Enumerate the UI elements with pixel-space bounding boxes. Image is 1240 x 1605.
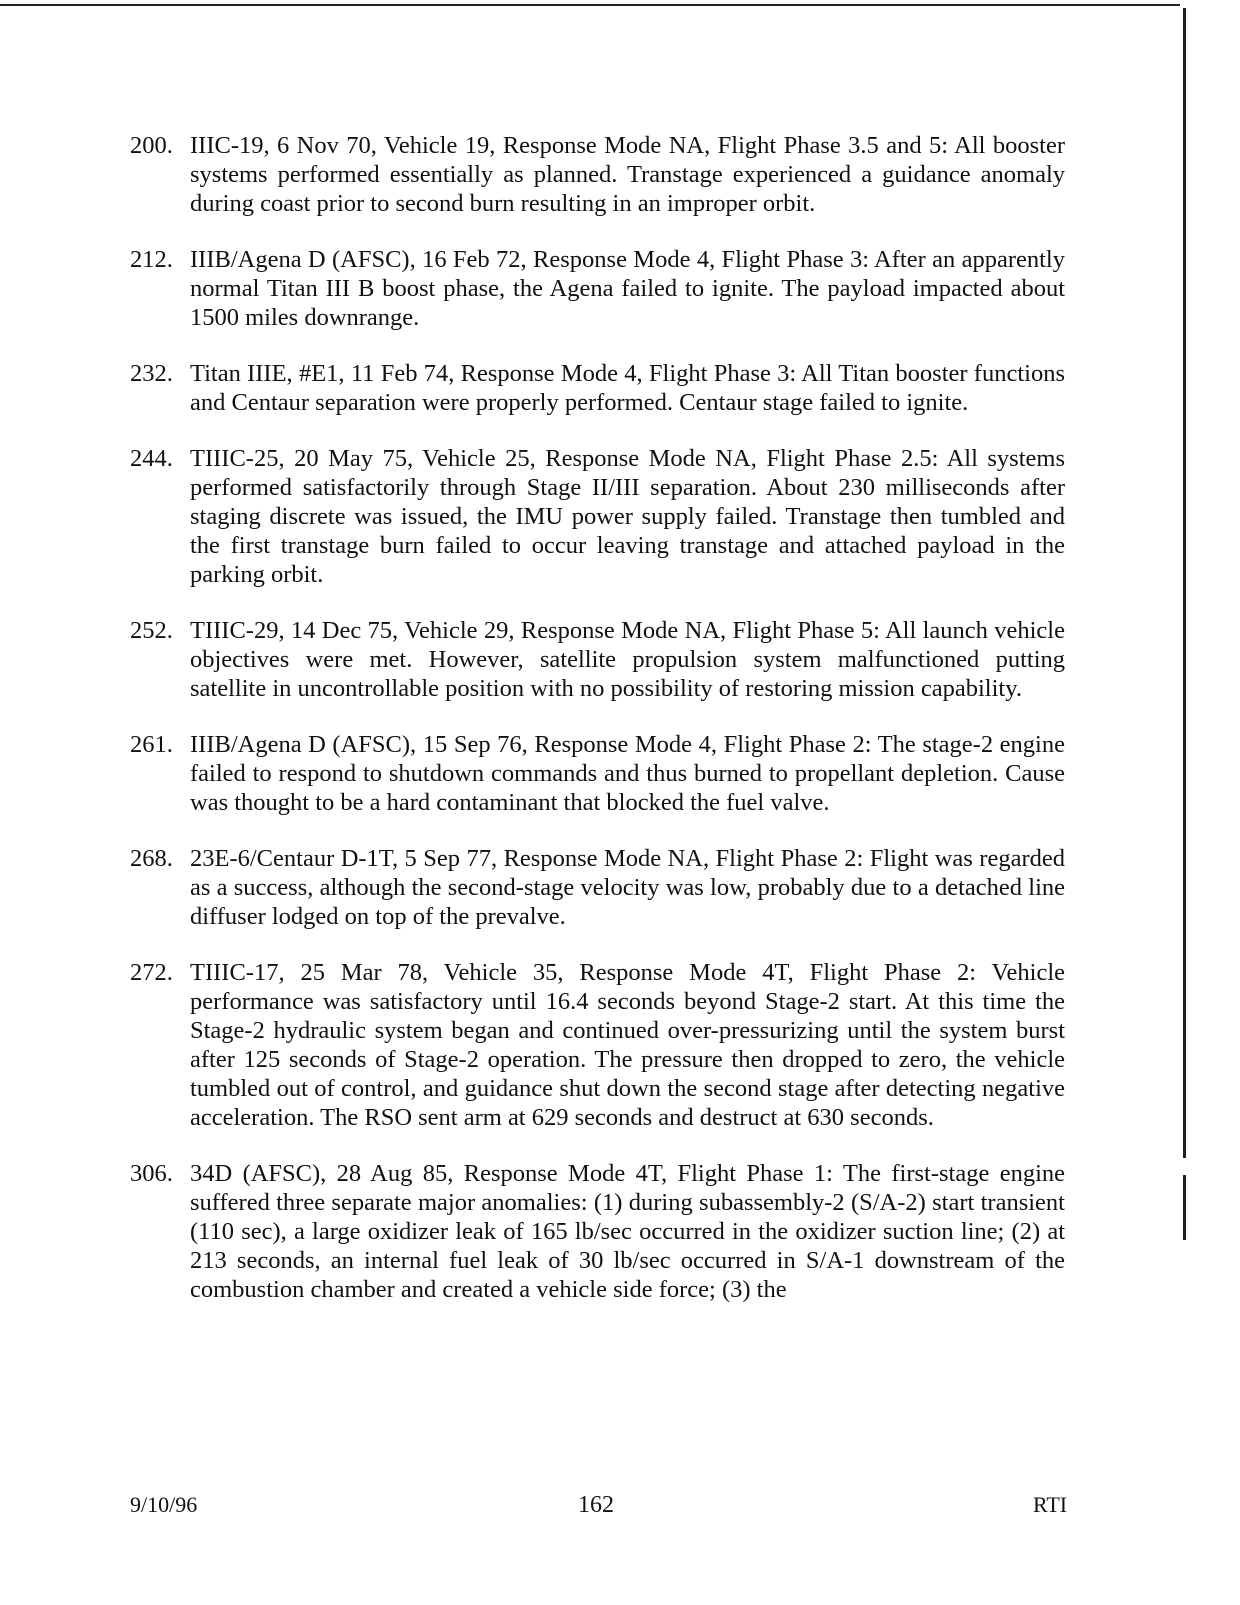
right-scan-edge-lower [1183, 1175, 1186, 1240]
entry-text: TIIIC-17, 25 Mar 78, Vehicle 35, Response Mode 4T, Flight Phase 2: Vehicle performance was satisfactory until 16.4 seconds beyond Stage-2 start. At this time the Stage-2 hydraulic system began and continued over-pressurizing until the system burst after 125 seconds of Stage-2 operation. The pressure then dropped to zero, the vehicle tumbled out of control, and guidance shut down the second stage after detecting negative acceleration. The RSO sent arm at 629 seconds and destruct at 630 seconds. [190, 959, 1065, 1131]
entry-number: 200. [130, 132, 173, 159]
entry-text: 34D (AFSC), 28 Aug 85, Response Mode 4T, Flight Phase 1: The first-stage engine suffered three separate major anomalies: (1) during subassembly-2 (S/A-2) start transient (110 sec), a large oxidizer leak of 165 lb/sec occurred in the oxidizer suction line; (2) at 213 seconds, an internal fuel leak of 30 lb/sec occurred in S/A-1 downstream of the combustion chamber and created a vehicle side force; (3) the [190, 1160, 1065, 1303]
entry-number: 212. [130, 246, 173, 273]
entry-number: 272. [130, 959, 173, 986]
entry-text: IIIB/Agena D (AFSC), 16 Feb 72, Response Mode 4, Flight Phase 3: After an apparently normal Titan III B boost phase, the Agena failed to ignite. The payload impacted about 1500 miles downrange. [190, 246, 1065, 331]
entry-text: IIIC-19, 6 Nov 70, Vehicle 19, Response Mode NA, Flight Phase 3.5 and 5: All booster systems performed essentially as planned. Transtage experienced a guidance anomaly during coast prior to second burn resulting in an improper orbit. [190, 132, 1065, 217]
entry-261 [130, 730, 1065, 817]
entry-252 [130, 616, 1065, 703]
top-scan-rule [0, 4, 1180, 6]
entry-306 [130, 1159, 1065, 1304]
page-number: 162 [578, 1492, 614, 1518]
entry-232 [130, 359, 1065, 417]
entry-200 [130, 131, 1065, 218]
entry-text: TIIIC-29, 14 Dec 75, Vehicle 29, Response Mode NA, Flight Phase 5: All launch vehicle objectives were met. However, satellite propulsion system malfunctioned putting satellite in uncontrollable position with no possibility of restoring mission capability. [190, 617, 1065, 702]
footer-organization: RTI [1033, 1492, 1068, 1517]
entry-number: 244. [130, 445, 173, 472]
entry-text: TIIIC-25, 20 May 75, Vehicle 25, Response Mode NA, Flight Phase 2.5: All systems performed satisfactorily through Stage II/III separation. About 230 milliseconds after staging discrete was issued, the IMU power supply failed. Transtage then tumbled and the first transtage burn failed to occur leaving transtage and attached payload in the parking orbit. [190, 445, 1065, 588]
entry-268 [130, 844, 1065, 931]
entry-244 [130, 444, 1065, 589]
right-scan-edge-upper [1183, 8, 1186, 1158]
entry-text: 23E-6/Centaur D-1T, 5 Sep 77, Response Mode NA, Flight Phase 2: Flight was regarded as a success, although the second-stage velocity was low, probably due to a detached line diffuser lodged on top of the prevalve. [190, 845, 1065, 930]
entry-212 [130, 245, 1065, 332]
entry-text: IIIB/Agena D (AFSC), 15 Sep 76, Response Mode 4, Flight Phase 2: The stage-2 engine failed to respond to shutdown commands and thus burned to propellant depletion. Cause was thought to be a hard contaminant that blocked the fuel valve. [190, 731, 1065, 816]
entry-number: 306. [130, 1160, 173, 1187]
entry-number: 252. [130, 617, 173, 644]
entry-272 [130, 958, 1065, 1132]
entry-number: 261. [130, 731, 173, 758]
failure-entry-list [130, 131, 1065, 1304]
entry-text: Titan IIIE, #E1, 11 Feb 74, Response Mode 4, Flight Phase 3: All Titan booster functions and Centaur separation were properly performed. Centaur stage failed to ignite. [190, 360, 1065, 416]
entry-number: 268. [130, 845, 173, 872]
footer-date: 9/10/96 [130, 1492, 198, 1517]
entry-number: 232. [130, 360, 173, 387]
